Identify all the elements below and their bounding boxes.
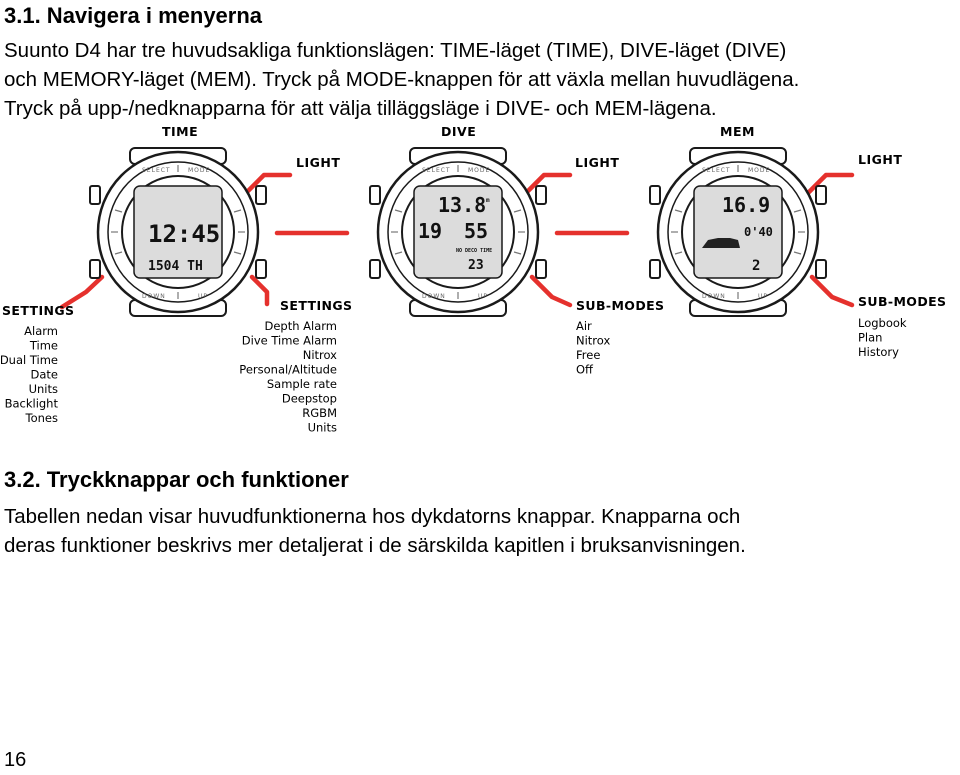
watch-mem-mode — [650, 148, 826, 316]
section-heading-3-1: 3.1. Navigera i menyerna — [4, 3, 263, 28]
body-line-2: deras funktioner beskrivs mer detaljerat i de särskilda kapitlen i bruksanvisningen. — [4, 534, 746, 557]
svg-text:SELECT: SELECT — [422, 167, 451, 174]
svg-text:MODE: MODE — [748, 167, 771, 174]
svg-text:Deepstop: Deepstop — [281, 391, 337, 406]
svg-text:Tones: Tones — [25, 411, 58, 425]
lcd-mem-time: 0'40 — [744, 225, 773, 239]
lcd-temp: 23 — [468, 258, 484, 273]
time-settings-title: SETTINGS — [2, 303, 75, 318]
svg-text:Off: Off — [576, 362, 593, 377]
watch-dive-mode — [370, 148, 546, 316]
svg-text:Dive Time Alarm: Dive Time Alarm — [241, 333, 337, 348]
dive-settings-title: SETTINGS — [280, 298, 353, 313]
dive-submodes-title: SUB-MODES — [576, 298, 665, 313]
mem-submodes-list — [858, 316, 907, 359]
svg-text:Dual Time: Dual Time — [0, 353, 58, 367]
mode-navigation-diagram — [0, 120, 960, 440]
svg-text:Logbook: Logbook — [858, 316, 907, 330]
svg-text:Units: Units — [28, 382, 58, 396]
svg-text:Date: Date — [30, 367, 58, 382]
lcd-mem-num: 2 — [752, 258, 761, 274]
svg-text:Time: Time — [29, 338, 58, 353]
svg-text:Alarm: Alarm — [24, 324, 58, 338]
dive-submodes-list — [576, 319, 610, 377]
svg-text:MODE: MODE — [468, 167, 491, 174]
intro-line-2: och MEMORY-läget (MEM). Tryck på MODE-knappen för att växla mellan huvudlägena. — [4, 68, 800, 91]
dive-settings-list — [239, 319, 337, 435]
arrow-submode-mem — [812, 277, 852, 305]
svg-text:MODE: MODE — [188, 167, 211, 174]
svg-text:Sample rate: Sample rate — [266, 377, 337, 391]
lcd-max-depth: 16.9 — [722, 193, 771, 217]
intro-line-1: Suunto D4 har tre huvudsakliga funktionslägen: TIME-läget (TIME), DIVE-läget (DIVE) — [4, 39, 787, 62]
arrow-light-dive — [526, 175, 570, 193]
mode-label-mem: MEM — [720, 124, 755, 139]
svg-text:UP: UP — [758, 293, 769, 300]
svg-text:Air: Air — [576, 319, 592, 333]
lcd-ndl: 55 — [464, 219, 489, 243]
svg-text:Nitrox: Nitrox — [576, 333, 611, 348]
lcd-depth-unit: m — [486, 197, 490, 204]
svg-text:Plan: Plan — [858, 330, 883, 345]
svg-text:Backlight: Backlight — [4, 396, 58, 411]
mode-label-dive: DIVE — [441, 124, 477, 139]
lcd-depth: 13.8 — [438, 193, 487, 217]
section-heading-3-2: 3.2. Tryckknappar och funktioner — [4, 467, 349, 492]
svg-text:SELECT: SELECT — [702, 167, 731, 174]
svg-text:History: History — [858, 345, 899, 359]
svg-text:DOWN: DOWN — [142, 293, 166, 300]
time-settings-list — [0, 324, 58, 425]
svg-text:Nitrox: Nitrox — [302, 348, 337, 362]
arrow-light-time — [246, 175, 290, 193]
arrow-light-mem — [808, 175, 852, 193]
svg-text:DOWN: DOWN — [422, 293, 446, 300]
lcd-ndl-label: NO DECO TIME — [456, 248, 493, 254]
light-label-mem: LIGHT — [858, 152, 903, 167]
svg-text:UP: UP — [198, 293, 209, 300]
body-line-1: Tabellen nedan visar huvudfunktionerna hos dykdatorns knappar. Knapparna och — [4, 505, 741, 528]
svg-text:RGBM: RGBM — [302, 406, 337, 420]
svg-text:UP: UP — [478, 293, 489, 300]
intro-line-3: Tryck på upp-/nedknapparna för att välja tilläggsläge i DIVE- och MEM-lägena. — [4, 97, 717, 120]
arrow-select-dive — [252, 277, 267, 304]
svg-text:SELECT: SELECT — [142, 167, 171, 174]
light-label-dive: LIGHT — [575, 155, 620, 170]
mem-submodes-title: SUB-MODES — [858, 294, 947, 309]
lcd-time: 12:45 — [148, 220, 221, 248]
light-label-time: LIGHT — [296, 155, 341, 170]
mode-label-time: TIME — [162, 124, 199, 139]
svg-text:Free: Free — [576, 348, 601, 362]
lcd-date: 1504 TH — [148, 259, 203, 274]
watch-time-mode — [90, 148, 266, 316]
svg-text:Personal/Altitude: Personal/Altitude — [239, 362, 337, 377]
svg-text:DOWN: DOWN — [702, 293, 726, 300]
svg-text:Depth Alarm: Depth Alarm — [264, 319, 337, 333]
page-number: 16 — [4, 749, 27, 771]
svg-text:Units: Units — [307, 420, 337, 435]
arrow-submode-dive — [532, 277, 570, 305]
lcd-dive-time: 19 — [418, 219, 443, 243]
